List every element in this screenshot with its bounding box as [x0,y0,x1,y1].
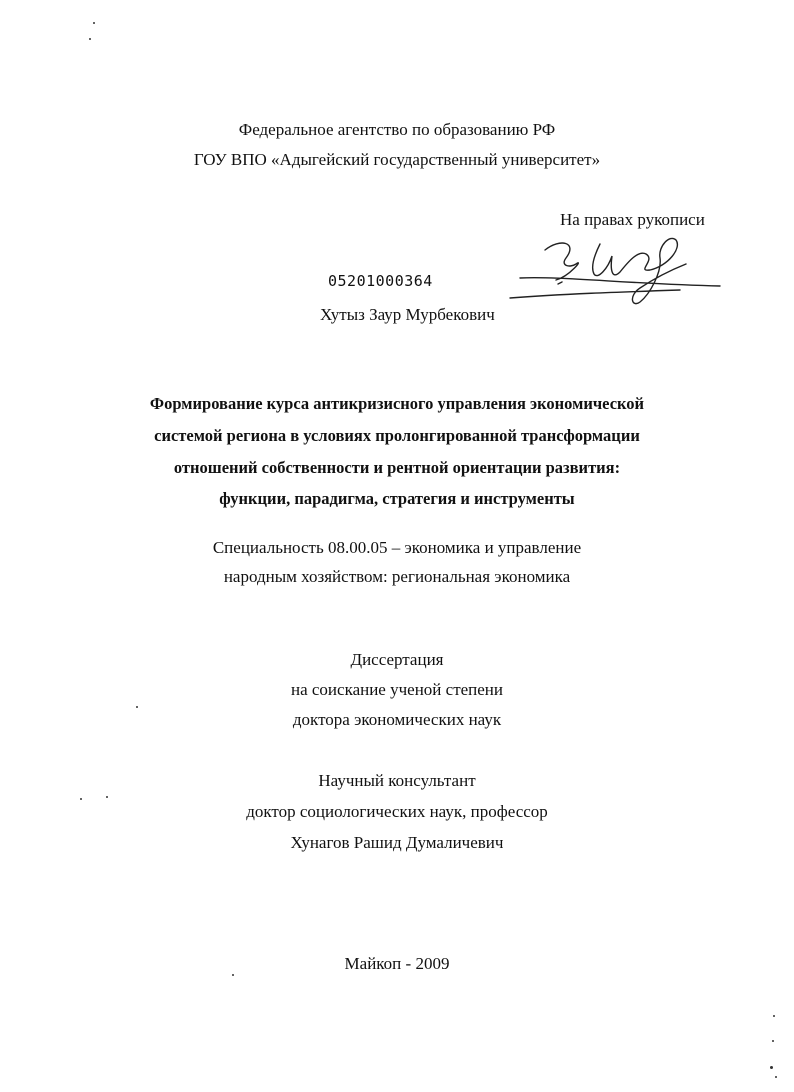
scan-speck [106,796,108,798]
scan-speck [775,1076,777,1078]
title-line: функции, парадигма, стратегия и инструменты [219,489,575,508]
title-line: отношений собственности и рентной ориентации развития: [173,458,621,477]
manuscript-note: На правах рукописи [560,210,705,229]
university-line: ГОУ ВПО «Адыгейский государственный университет» [193,150,601,169]
author-name: Хутыз Заур Мурбекович [320,305,495,324]
scan-speck [93,22,95,24]
consultant-line: Научный консультант [318,771,476,790]
specialty-line: Специальность 08.00.05 – экономика и управление [212,538,582,557]
signature-image [500,228,740,318]
degree-line: Диссертация [350,650,444,669]
scan-speck [80,798,82,800]
scan-speck [136,706,138,708]
agency-line: Федеральное агентство по образованию РФ [238,120,556,139]
scan-speck [773,1015,775,1017]
title-line: системой региона в условиях пролонгированной трансформации [154,426,640,445]
title-line: Формирование курса антикризисного управления экономической [149,394,645,413]
scan-speck [232,974,234,976]
specialty-line: народным хозяйством: региональная экономика [223,567,571,586]
scan-speck [770,1066,773,1069]
degree-line: доктора экономических наук [292,710,502,729]
registration-number: 05201000364 [328,272,433,290]
degree-line: на соискание ученой степени [290,680,504,699]
place-year: Майкоп - 2009 [344,954,450,973]
scan-speck [89,38,91,40]
consultant-line: доктор социологических наук, профессор [246,802,548,821]
scan-speck [772,1040,774,1042]
consultant-line: Хунагов Рашид Думаличевич [290,833,504,852]
